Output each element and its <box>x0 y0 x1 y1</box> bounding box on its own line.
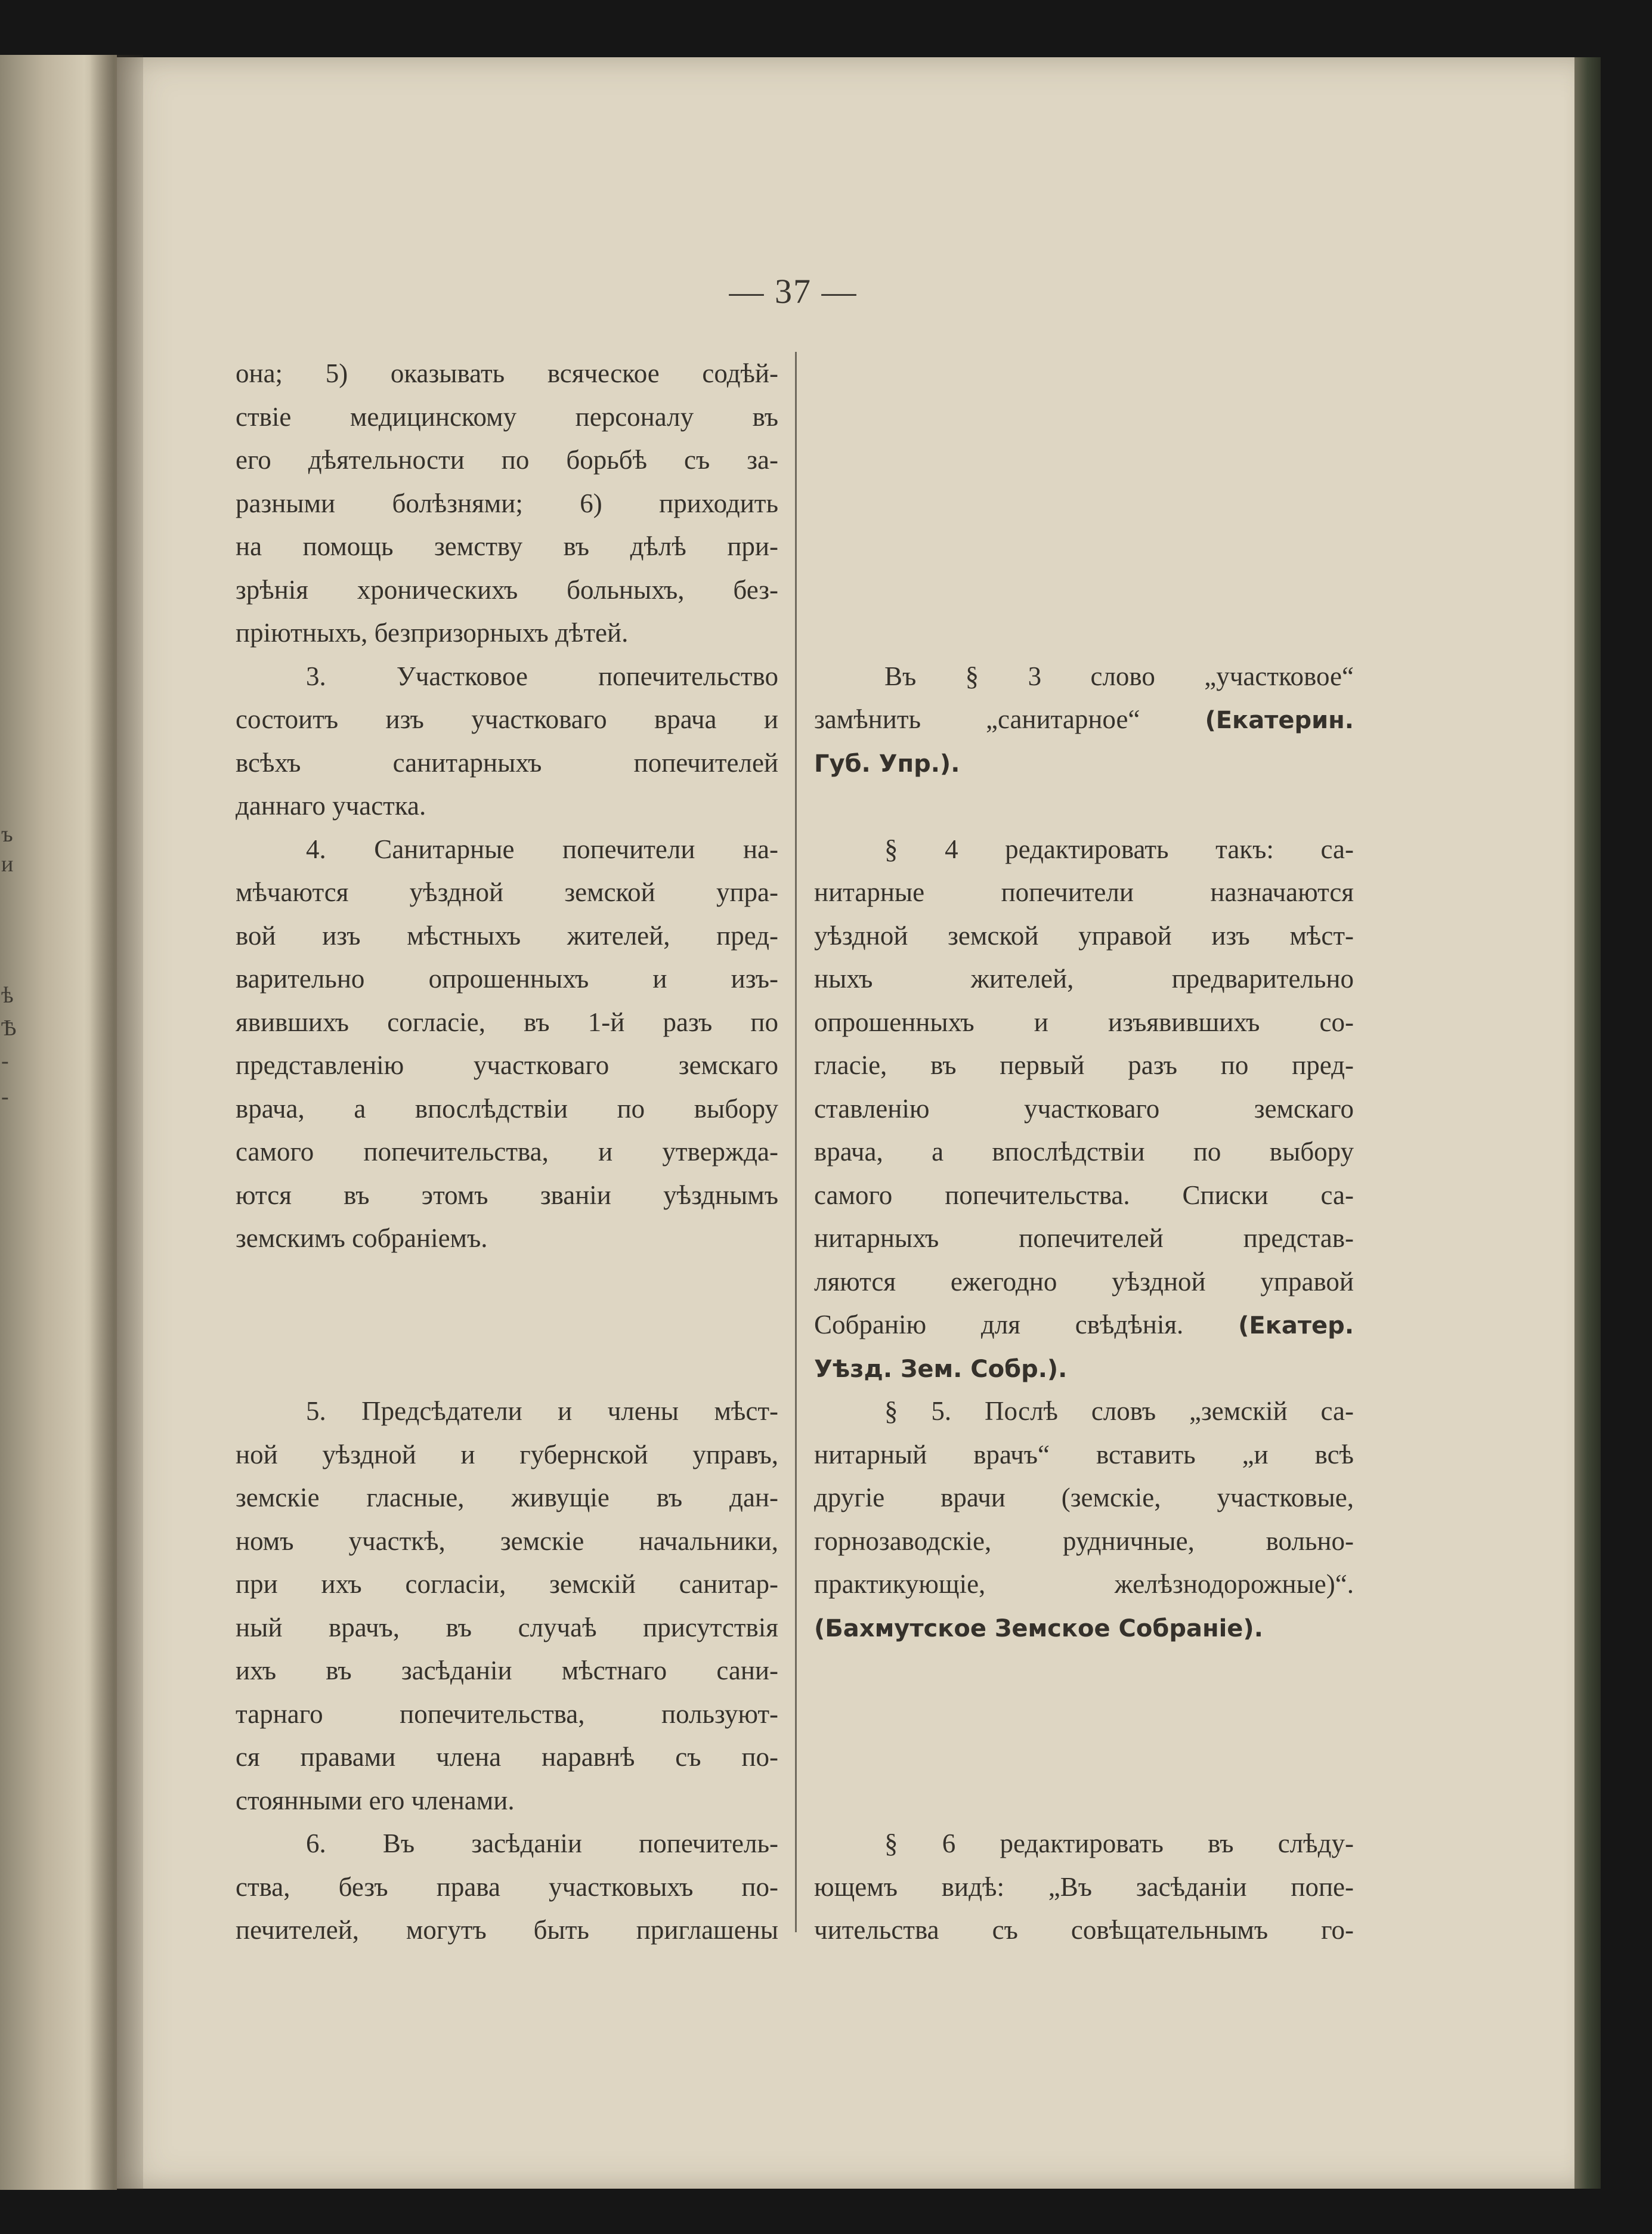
source-citation-line <box>814 1347 1354 1390</box>
text-line: ной уѣздной и губернской управъ, <box>236 1439 778 1469</box>
text-fragment: замѣнить „санитарное“ <box>814 704 1140 734</box>
text-line: чительства съ совѣщательнымъ го- <box>814 1915 1354 1945</box>
source-citation-line <box>814 741 1354 785</box>
text-line: даннаго участка. <box>236 791 426 821</box>
text-line: разными болѣзнями; 6) приходить <box>236 488 778 518</box>
text-line: ющемъ видѣ: „Въ засѣданіи попе- <box>814 1871 1354 1902</box>
text-line: печителей, могутъ быть приглашены <box>236 1915 778 1945</box>
text-line <box>814 1303 1354 1347</box>
paragraph-6-start: 6. Въ засѣданіи попечитель- <box>306 1828 778 1858</box>
margin-fragment: ѣ <box>1 983 14 1008</box>
left-column <box>236 352 778 1952</box>
text-line: номъ участкѣ, земскіе начальники, <box>236 1526 778 1556</box>
amendment-5-start: § 5. Послѣ словъ „земскій са- <box>884 1396 1354 1426</box>
text-line: мѣчаются уѣздной земской упра- <box>236 877 778 907</box>
source-citation-line <box>814 1606 1354 1650</box>
text-line: нитарный врачъ“ вставить „и всѣ <box>814 1439 1354 1469</box>
text-line: она; 5) оказывать всяческое содѣй- <box>236 358 778 388</box>
text-line: опрошенныхъ и изъявившихъ со- <box>814 1007 1354 1037</box>
text-line: ныхъ жителей, предварительно <box>814 964 1354 994</box>
paragraph-4-start: 4. Санитарные попечители на- <box>306 834 778 864</box>
text-line: другіе врачи (земскіе, участковые, <box>814 1483 1354 1512</box>
text-line: врача, а впослѣдствіи по выбору <box>814 1137 1354 1166</box>
text-line: зрѣнія хроническихъ больныхъ, без- <box>236 574 778 605</box>
text-line: вой изъ мѣстныхъ жителей, пред- <box>236 920 778 951</box>
text-line: на помощь земству въ дѣлѣ при- <box>236 531 778 561</box>
gutter-shadow <box>89 55 143 2190</box>
source-citation: Уѣзд. Зем. Собр.). <box>814 1355 1068 1383</box>
text-line: представленію участковаго земскаго <box>236 1050 778 1080</box>
text-line: ихъ въ засѣданіи мѣстнаго сани- <box>236 1656 778 1685</box>
text-line: стоянными его членами. <box>236 1785 515 1815</box>
right-page-edge <box>1574 57 1601 2189</box>
text-fragment: Собранію для свѣдѣнія. <box>814 1310 1184 1339</box>
text-line: состоитъ изъ участковаго врача и <box>236 704 778 734</box>
text-line: ствіе медицинскому персоналу въ <box>236 401 778 432</box>
right-column <box>814 352 1354 1952</box>
margin-fragment: - <box>1 1048 9 1073</box>
margin-fragment: и <box>1 852 14 877</box>
text-line: при ихъ согласіи, земскій санитар- <box>236 1569 778 1599</box>
amendment-3-start: Въ § 3 слово „участковое“ <box>884 661 1354 691</box>
text-line: тарнаго попечительства, пользуют- <box>236 1698 778 1729</box>
paragraph-5-start: 5. Предсѣдатели и члены мѣст- <box>306 1396 778 1426</box>
text-line: ства, безъ права участковыхъ по- <box>236 1871 778 1902</box>
text-line: явившихъ согласіе, въ 1-й разъ по <box>236 1007 778 1037</box>
text-line: ются въ этомъ званіи уѣзднымъ <box>236 1180 778 1210</box>
margin-fragment: ъ <box>1 822 13 847</box>
text-line: нитарныхъ попечителей представ- <box>814 1223 1354 1253</box>
text-line: земскимъ собраніемъ. <box>236 1223 488 1253</box>
text-line: самого попечительства, и утвержда- <box>236 1137 778 1166</box>
text-line: ный врачъ, въ случаѣ присутствія <box>236 1612 778 1642</box>
text-line: его дѣятельности по борьбѣ съ за- <box>236 445 778 475</box>
paragraph-3-start: 3. Участковое попечительство <box>306 661 778 691</box>
text-line: гласіе, въ первый разъ по пред- <box>814 1050 1354 1080</box>
page-number: — 37 — <box>729 272 858 311</box>
text-line <box>814 698 1354 741</box>
text-line: ставленію участковаго земскаго <box>814 1093 1354 1124</box>
source-citation: Губ. Упр.). <box>814 750 960 778</box>
margin-fragment: - <box>1 1084 9 1109</box>
margin-fragment: Ѣ <box>1 1016 17 1041</box>
text-line: ся правами члена наравнѣ съ по- <box>236 1742 778 1772</box>
text-line: ляются ежегодно уѣздной управой <box>814 1266 1354 1297</box>
amendment-6-start: § 6 редактировать въ слѣду- <box>884 1828 1354 1858</box>
column-divider <box>795 352 797 1932</box>
source-citation: (Екатерин. <box>1205 707 1354 734</box>
text-line: горнозаводскіе, рудничные, вольно- <box>814 1526 1354 1556</box>
text-line: нитарные попечители назначаются <box>814 877 1354 907</box>
source-citation: (Бахмутское Земское Собраніе). <box>814 1614 1263 1642</box>
amendment-4-start: § 4 редактировать такъ: са- <box>884 834 1354 864</box>
text-line: самого попечительства. Списки са- <box>814 1180 1354 1210</box>
text-line: уѣздной земской управой изъ мѣст- <box>814 920 1354 951</box>
text-line: врача, а впослѣдствіи по выбору <box>236 1093 778 1124</box>
text-line: варительно опрошенныхъ и изъ- <box>236 964 778 994</box>
text-line: земскіе гласные, живущіе въ дан- <box>236 1483 778 1512</box>
source-citation: (Екатер. <box>1238 1312 1354 1339</box>
text-line: практикующіе, желѣзнодорожные)“. <box>814 1569 1354 1599</box>
text-line: пріютныхъ, безпризорныхъ дѣтей. <box>236 618 629 648</box>
text-line: всѣхъ санитарныхъ попечителей <box>236 747 778 778</box>
